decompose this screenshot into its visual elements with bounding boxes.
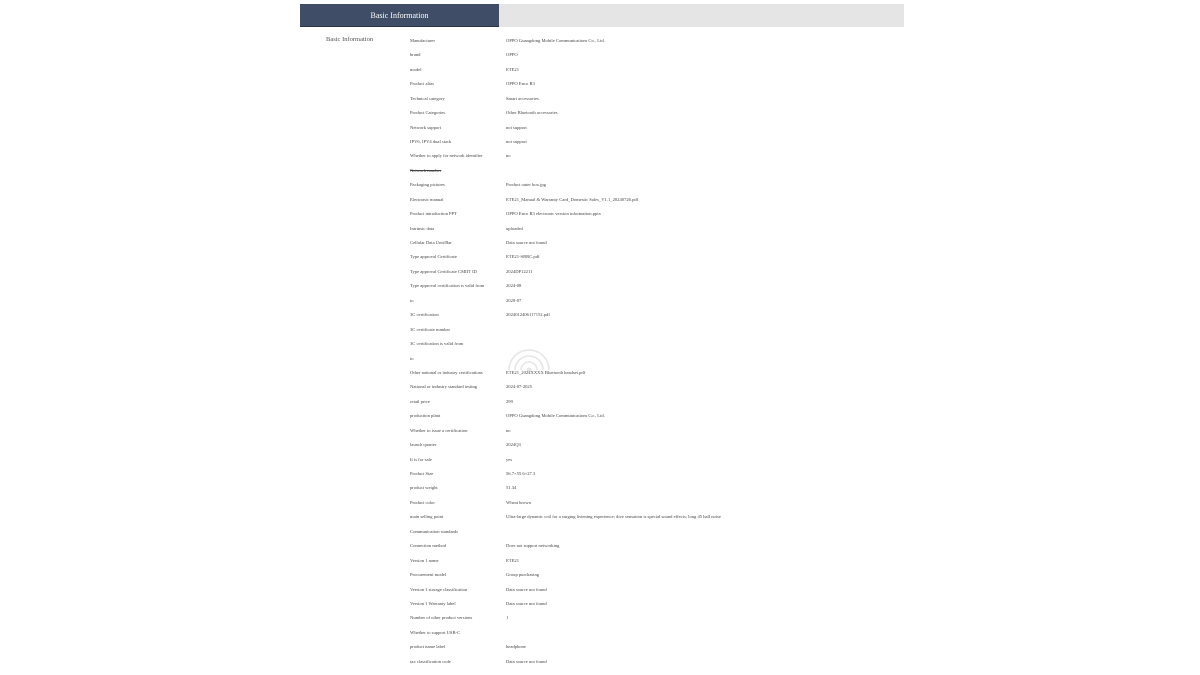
row-key: Network support: [410, 125, 442, 130]
row-key: Other national or industry certifications: [410, 370, 483, 375]
row-value: Wheat brown: [506, 499, 531, 505]
table-row: [410, 496, 830, 510]
row-value: 2029-07: [506, 297, 522, 303]
row-key: Communication standards: [410, 529, 459, 534]
row-key: Type approval Certificate: [410, 255, 457, 260]
table-row: [410, 424, 830, 438]
info-table: [410, 34, 830, 669]
table-row: [410, 63, 830, 77]
table-row: [410, 77, 830, 91]
row-value: Does not support networking: [506, 543, 560, 549]
row-key: 3C certificate number: [410, 327, 451, 332]
row-key: It is for sale: [410, 457, 432, 462]
row-value: ETE21: [506, 557, 520, 563]
row-value: OPPO Enco R3 electronic version information.pptx: [506, 211, 601, 217]
table-row: [410, 279, 830, 293]
row-value: 2024-08: [506, 283, 522, 289]
row-key: Product alias: [410, 82, 434, 87]
row-key: IPV6, IPV4 dual stack: [410, 139, 452, 144]
row-value: headphone: [506, 644, 526, 650]
table-row: [410, 193, 830, 207]
row-value: Group purchasing: [506, 572, 540, 578]
row-key: tax classification code: [410, 659, 451, 664]
row-key: retail price: [410, 399, 430, 404]
table-row: [410, 467, 830, 481]
table-row: [410, 308, 830, 322]
row-key: Procurement model: [410, 573, 447, 578]
table-row: [410, 438, 830, 452]
table-row: [410, 568, 830, 582]
row-value: ETE21-SRRC.pdf: [506, 254, 540, 260]
row-value: 56.7×55.6×27.3: [506, 471, 536, 477]
table-row: [410, 525, 830, 539]
row-value: OPPO: [506, 52, 518, 58]
row-key: to: [410, 356, 414, 361]
table-row: [410, 251, 830, 265]
row-value: not support: [506, 124, 527, 130]
row-value: ETE21: [506, 66, 520, 72]
row-value: 2024DP12211: [506, 268, 533, 274]
row-key: Manufacturer: [410, 38, 435, 43]
table-row: [410, 554, 830, 568]
row-key: Cellular Data Unit/Bar: [410, 241, 452, 246]
row-key: 3C certification: [410, 313, 439, 318]
row-key: 3C certification is valid from: [410, 342, 464, 347]
table-row: [410, 164, 830, 178]
row-key: Version 1 name: [410, 558, 439, 563]
row-key: Version 1 storage classification: [410, 587, 468, 592]
table-row: [410, 294, 830, 308]
row-value: Smart accessories: [506, 95, 539, 101]
row-value: ETE21_Manual & Warranty Card_Domestic Sales_V1.1_20240726.pdf: [506, 196, 639, 202]
table-row: [410, 395, 830, 409]
row-value: 51.34: [506, 485, 517, 491]
table-row: [410, 381, 830, 395]
row-key: Packaging pictures: [410, 183, 445, 188]
row-key: Intrinsic data: [410, 226, 435, 231]
table-row: [410, 510, 830, 524]
row-value: no: [506, 153, 511, 159]
row-value: Data source not found: [506, 600, 547, 606]
table-row: [410, 135, 830, 149]
row-value: 2024012406117152.pdf: [506, 312, 550, 318]
table-row: [410, 222, 830, 236]
row-value: Data source not found: [506, 586, 547, 592]
table-row: [410, 121, 830, 135]
row-value: uploaded: [506, 225, 523, 231]
row-value: Ultra-large dynamic coil for a surging listening experience; dive sensation is special sound effects; long 45 hall noise: [506, 514, 721, 520]
row-key: National or industry standard testing: [410, 385, 478, 390]
row-value: yes: [506, 456, 513, 462]
row-key: Network number: [410, 168, 442, 173]
table-row: [410, 106, 830, 120]
table-row: [410, 323, 830, 337]
table-row: [410, 265, 830, 279]
table-row: [410, 597, 830, 611]
row-key: Product color: [410, 500, 435, 505]
table-row: [410, 92, 830, 106]
table-row: [410, 453, 830, 467]
table-row: [410, 48, 830, 62]
row-value: no: [506, 427, 511, 433]
table-row: [410, 337, 830, 351]
row-key: production plant: [410, 414, 441, 419]
table-row: [410, 482, 830, 496]
row-key: Product Size: [410, 472, 434, 477]
row-key: Product Categories: [410, 111, 446, 116]
row-value: Data source not found: [506, 240, 547, 246]
tab-bar: [300, 4, 904, 27]
row-value: 2024-07-2025: [506, 384, 533, 390]
row-value: ETE21_2024XXXX Bluetooth headset.pdf: [506, 369, 586, 375]
table-row: [410, 207, 830, 221]
table-row: [410, 626, 830, 640]
table-row: [410, 539, 830, 553]
row-key: main selling point: [410, 515, 444, 520]
row-key: Whether to support USB-C: [410, 630, 461, 635]
table-row: [410, 655, 830, 669]
row-value: 2024Q3: [506, 442, 521, 448]
row-key: Type approval Certificate CMIIT ID: [410, 269, 477, 274]
tab-basic-information[interactable]: Basic Information: [300, 4, 499, 27]
row-value: OPPO Guangdong Mobile Communications Co., Ltd.: [506, 413, 605, 419]
row-key: Version 1 Warranty label: [410, 601, 456, 606]
row-value: 1: [506, 615, 509, 621]
section-label: Basic Information: [326, 36, 374, 43]
row-key: Technical category: [410, 96, 445, 101]
row-value: OPPO Guangdong Mobile Communications Co., Ltd.: [506, 37, 605, 43]
table-row: [410, 640, 830, 654]
table-row: [410, 366, 830, 380]
row-value: Product outer box.jpg: [506, 182, 546, 188]
table-row: [410, 409, 830, 423]
table-row: [410, 612, 830, 626]
row-value: Data source not found: [506, 658, 547, 664]
row-value: 299: [506, 398, 513, 404]
table-row: [410, 236, 830, 250]
table-row: [410, 150, 830, 164]
row-key: Connection method: [410, 544, 447, 549]
row-value: not support: [506, 138, 527, 144]
row-value: Other Bluetooth accessories: [506, 110, 558, 116]
row-key: brand: [410, 53, 421, 58]
table-row: [410, 178, 830, 192]
row-key: product weight: [410, 486, 438, 491]
table-row: [410, 583, 830, 597]
table-row: [410, 34, 830, 48]
row-key: launch quarter: [410, 443, 437, 448]
row-key: Product introduction PPT: [410, 212, 457, 217]
row-key: Electronic manual: [410, 197, 444, 202]
row-key: product name label: [410, 645, 446, 650]
row-key: Type approval certification is valid from: [410, 284, 485, 289]
row-key: Whether to apply for network identifier: [410, 154, 483, 159]
row-key: model: [410, 67, 422, 72]
table-row: [410, 352, 830, 366]
row-key: Whether to issue a certification: [410, 428, 468, 433]
row-value: OPPO Enco R3: [506, 81, 535, 87]
row-key: Number of other product versions: [410, 616, 473, 621]
row-key: to: [410, 298, 414, 303]
